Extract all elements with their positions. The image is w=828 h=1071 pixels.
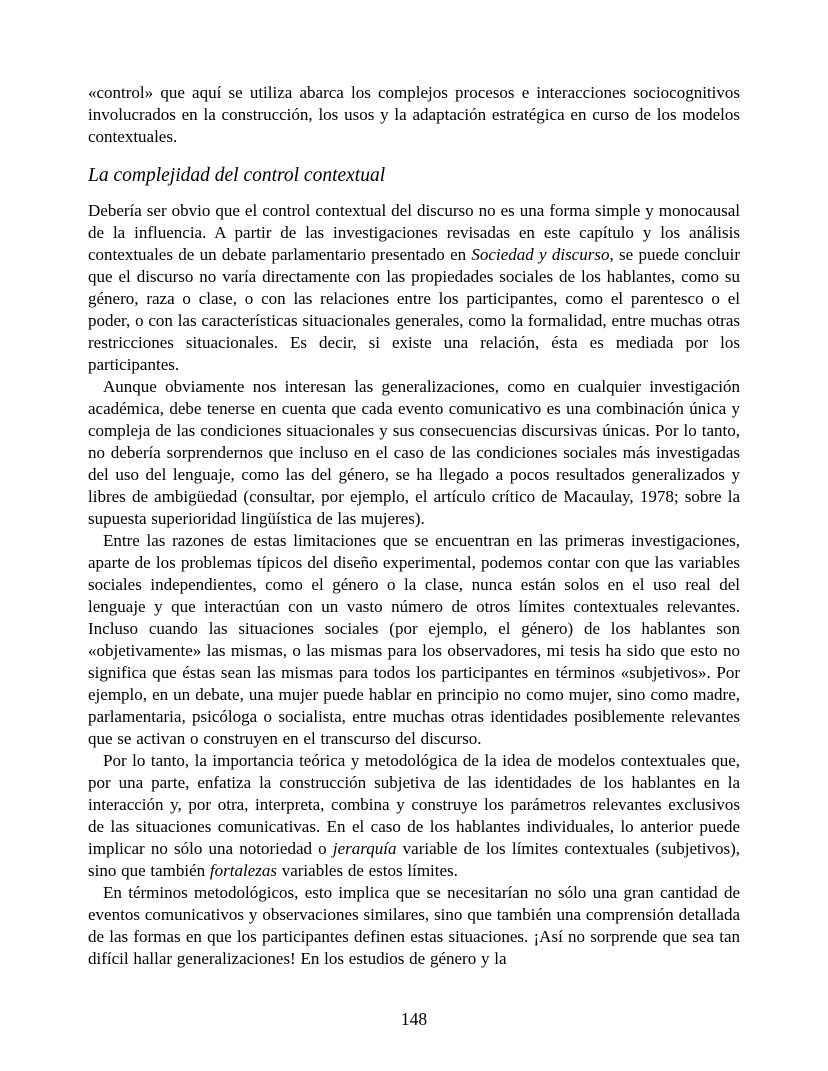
page-number: 148	[400, 1009, 428, 1029]
page-body	[88, 200, 740, 970]
paragraph: Por lo tanto, la importancia teórica y metodológica de la idea de modelos contextuales que, por una parte, enfatiza la construcción subjetiva de las identidades de los hablantes en la interacción y, por otra, interpreta, combina y construye los parámetros relevantes exclusivos de las situaciones comunicativas. En el caso de los hablantes individuales, lo anterior puede implicar no sólo una notoriedad o jerarquía variable de los límites contextuales (subjetivos), sino que también fortalezas variables de estos límites.	[88, 751, 740, 880]
paragraph: En términos metodológicos, esto implica que se necesitarían no sólo una gran cantidad de eventos comunicativos y observaciones similares, sino que también una comprensión detallada de las formas en que los participantes definen estas situaciones. ¡Así no sorprende que sea tan difícil hallar generalizaciones! En los estudios de género y la	[88, 883, 740, 968]
paragraph: Debería ser obvio que el control contextual del discurso no es una forma simple y monocausal de la influencia. A partir de las investigaciones revisadas en este capítulo y los análisis contextuales de un debate parlamentario presentado en Sociedad y discurso, se puede concluir que el discurso no varía directamente con las propiedades sociales de los hablantes, como su género, raza o clase, o con las relaciones entre los participantes, como el parentesco o el poder, o con las características situacionales generales, como la formalidad, entre muchas otras restricciones situacionales. Es decir, si existe una relación, ésta es mediada por los participantes.	[88, 201, 741, 374]
paragraph: Entre las razones de estas limitaciones que se encuentran en las primeras investigaciones, aparte de los problemas típicos del diseño experimental, podemos contar con que las variables sociales independientes, como el género o la clase, nunca están solos en el uso real del lenguaje y que interactúan con un vasto número de otros límites contextuales relevantes. Incluso cuando las situaciones sociales (por ejemplo, el género) de los hablantes son «objetivamente» las mismas, o las mismas para los observadores, mi tesis ha sido que esto no significa que éstas sean las mismas para todos los participantes en términos «subjetivos». Por ejemplo, en un debate, una mujer puede hablar en principio no como mujer, sino como madre, parlamentaria, psicóloga o socialista, entre muchas otras identidades posiblemente relevantes que se activan o construyen en el transcurso del discurso.	[88, 531, 740, 748]
section-heading: La complejidad del control contextual	[88, 165, 386, 186]
intro-paragraph: «control» que aquí se utiliza abarca los complejos procesos e interacciones sociocognitivos involucrados en la construcción, los usos y la adaptación estratégica en curso de los modelos contextuales.	[88, 83, 740, 146]
paragraph: Aunque obviamente nos interesan las generalizaciones, como en cualquier investigación académica, debe tenerse en cuenta que cada evento comunicativo es una combinación única y compleja de las condiciones situacionales y sus consecuencias discursivas únicas. Por lo tanto, no debería sorprendernos que incluso en el caso de las condiciones sociales más investigadas del uso del lenguaje, como las del género, se ha llegado a pocos resultados generalizados y libres de ambigüedad (consultar, por ejemplo, el artículo crítico de Macaulay, 1978; sobre la supuesta superioridad lingüística de las mujeres).	[88, 377, 740, 528]
